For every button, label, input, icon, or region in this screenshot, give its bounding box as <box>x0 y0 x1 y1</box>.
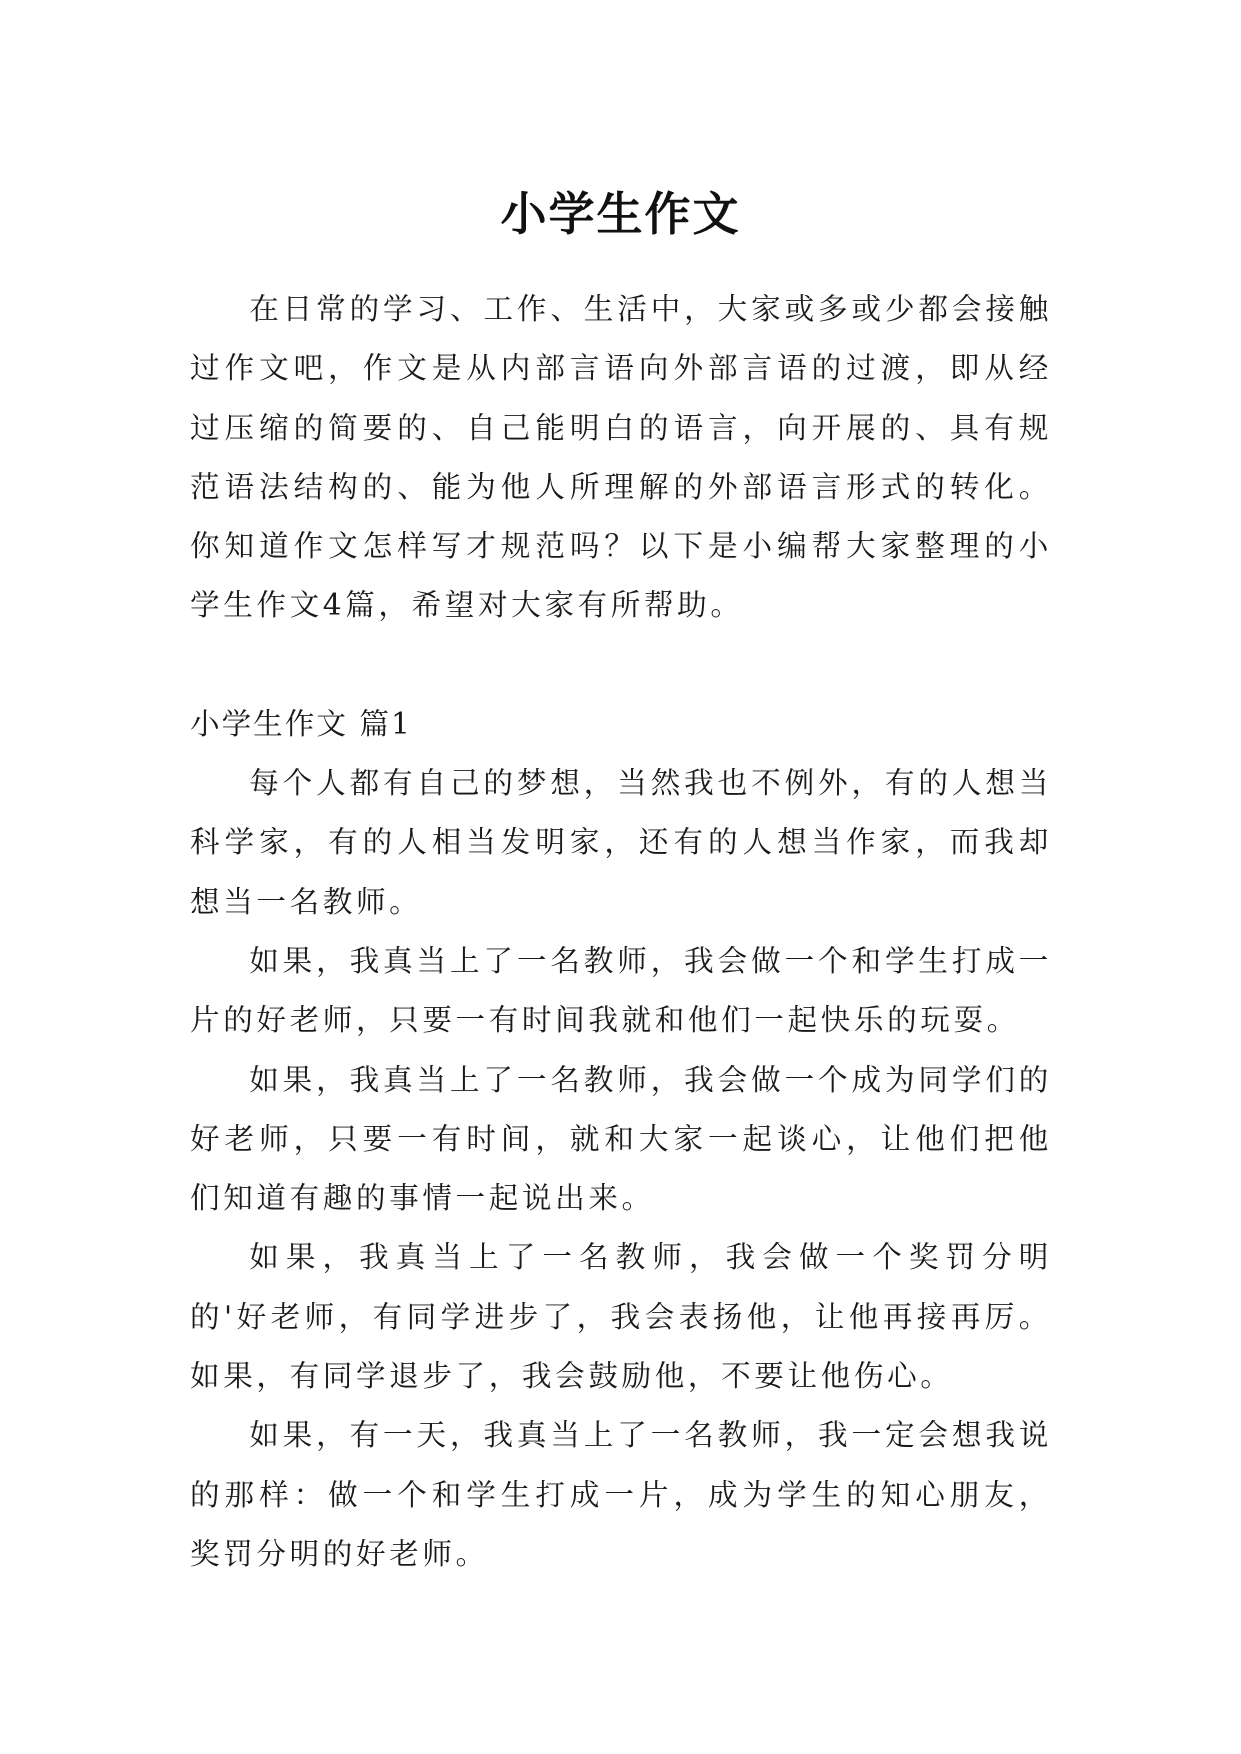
body-paragraph: 如果，我真当上了一名教师，我会做一个成为同学们的好老师，只要一有时间，就和大家一起谈心，让他们把他们知道有趣的事情一起说出来。 <box>190 1062 1052 1216</box>
body-paragraph: 如果，我真当上了一名教师，我会做一个和学生打成一片的好老师，只要一有时间我就和他们一起快乐的玩耍。 <box>190 943 1052 1038</box>
document-title: 小学生作文 <box>500 186 741 241</box>
body-paragraph: 每个人都有自己的梦想，当然我也不例外，有的人想当科学家，有的人相当发明家，还有的人想当作家，而我却想当一名教师。 <box>190 766 1052 919</box>
body-paragraph: 如果，我真当上了一名教师，我会做一个奖罚分明的'好老师，有同学进步了，我会表扬他，让他再接再厉。如果，有同学退步了，我会鼓励他，不要让他伤心。 <box>190 1240 1052 1394</box>
body-paragraph: 如果，有一天，我真当上了一名教师，我一定会想我说的那样：做一个和学生打成一片，成为学生的知心朋友，奖罚分明的好老师。 <box>190 1418 1052 1571</box>
document-body <box>190 280 1052 1584</box>
essay-section-1 <box>190 695 1052 1584</box>
section-heading: 小学生作文 篇1 <box>190 706 412 741</box>
intro-paragraph: 在日常的学习、工作、生活中，大家或多或少都会接触过作文吧，作文是从内部言语向外部言语的过渡，即从经过压缩的简要的、自己能明白的语言，向开展的、具有规范语法结构的、能为他人所理解的外部语言形式的转化。你知道作文怎样写才规范吗？以下是小编帮大家整理的小学生作文4篇，希望对大家有所帮助。 <box>190 292 1052 623</box>
